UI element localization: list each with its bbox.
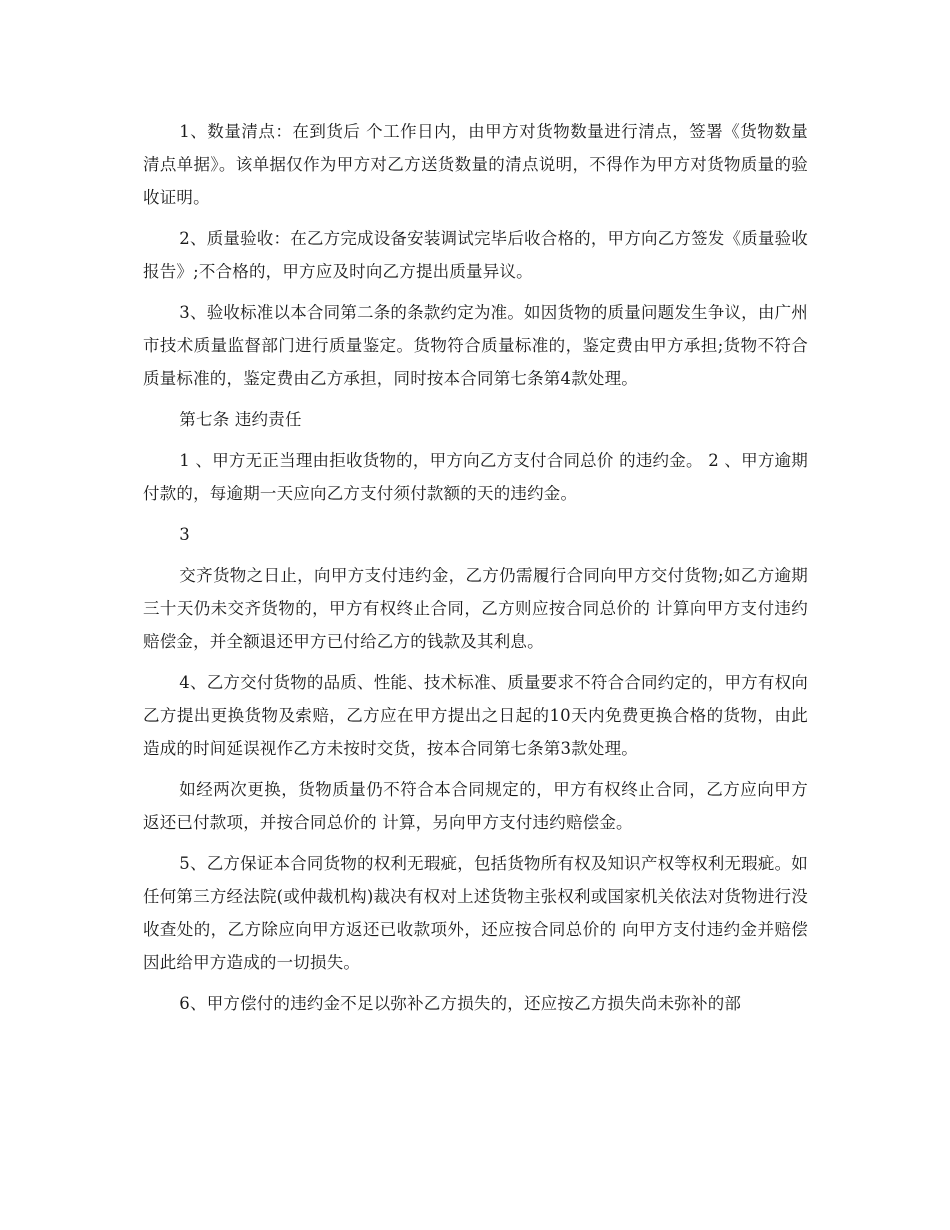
paragraph-compensation-shortfall: 6、甲方偿付的违约金不足以弥补乙方损失的，还应按乙方损失尚未弥补的部 (179, 994, 742, 1013)
section-heading-article-7: 第七条 违约责任 (179, 410, 302, 429)
paragraph-double-replacement: 如经两次更换，货物质量仍不符合本合同规定的，甲方有权终止合同，乙方应向甲方返还已付款项，并按合同总价的 计算，另向甲方支付违约赔偿金。 (143, 780, 808, 832)
paragraph-breach-1-2: 1 、甲方无正当理由拒收货物的，甲方向乙方支付合同总价 的违约金。 2 、甲方逾期付款的，每逾期一天应向乙方支付须付款额的天的违约金。 (143, 451, 808, 503)
paragraph-item-3-number: 3 (179, 525, 190, 544)
paragraph-acceptance-standard: 3、验收标准以本合同第二条的条款约定为准。如因货物的质量问题发生争议，由广州市技术质量监督部门进行质量鉴定。货物符合质量标准的，鉴定费由甲方承担;货物不符合质量标准的，鉴定费由乙方承担，同时按本合同第七条第4款处理。 (143, 303, 808, 388)
paragraph-delivery-penalty: 交齐货物之日止，向甲方支付违约金，乙方仍需履行合同向甲方交付货物;如乙方逾期三十天仍未交齐货物的，甲方有权终止合同，乙方则应按合同总价的 计算向甲方支付违约赔偿金，并全额退还甲方已付给乙方的钱款及其利息。 (143, 566, 808, 651)
paragraph-rights-warranty: 5、乙方保证本合同货物的权利无瑕疵，包括货物所有权及知识产权等权利无瑕疵。如任何第三方经法院(或仲裁机构)裁决有权对上述货物主张权利或国家机关依法对货物进行没收查处的，乙方除应向甲方返还已收款项外，还应按合同总价的 向甲方支付违约金并赔偿因此给甲方造成的一切损失。 (143, 854, 808, 972)
paragraph-quality-nonconformity: 4、乙方交付货物的品质、性能、技术标准、质量要求不符合合同约定的，甲方有权向乙方提出更换货物及索赔，乙方应在甲方提出之日起的10天内免费更换合格的货物，由此造成的时间延误视作乙方未按时交货，按本合同第七条第3款处理。 (143, 673, 808, 758)
paragraph-quantity-count: 1、数量清点：在到货后 个工作日内，由甲方对货物数量进行清点，签署《货物数量清点单据》。该单据仅作为甲方对乙方送货数量的清点说明，不得作为甲方对货物质量的验收证明。 (143, 122, 808, 207)
document-body (143, 115, 808, 1028)
paragraph-quality-acceptance: 2、质量验收：在乙方完成设备安装调试完毕后收合格的，甲方向乙方签发《质量验收报告》;不合格的，甲方应及时向乙方提出质量异议。 (143, 229, 808, 281)
